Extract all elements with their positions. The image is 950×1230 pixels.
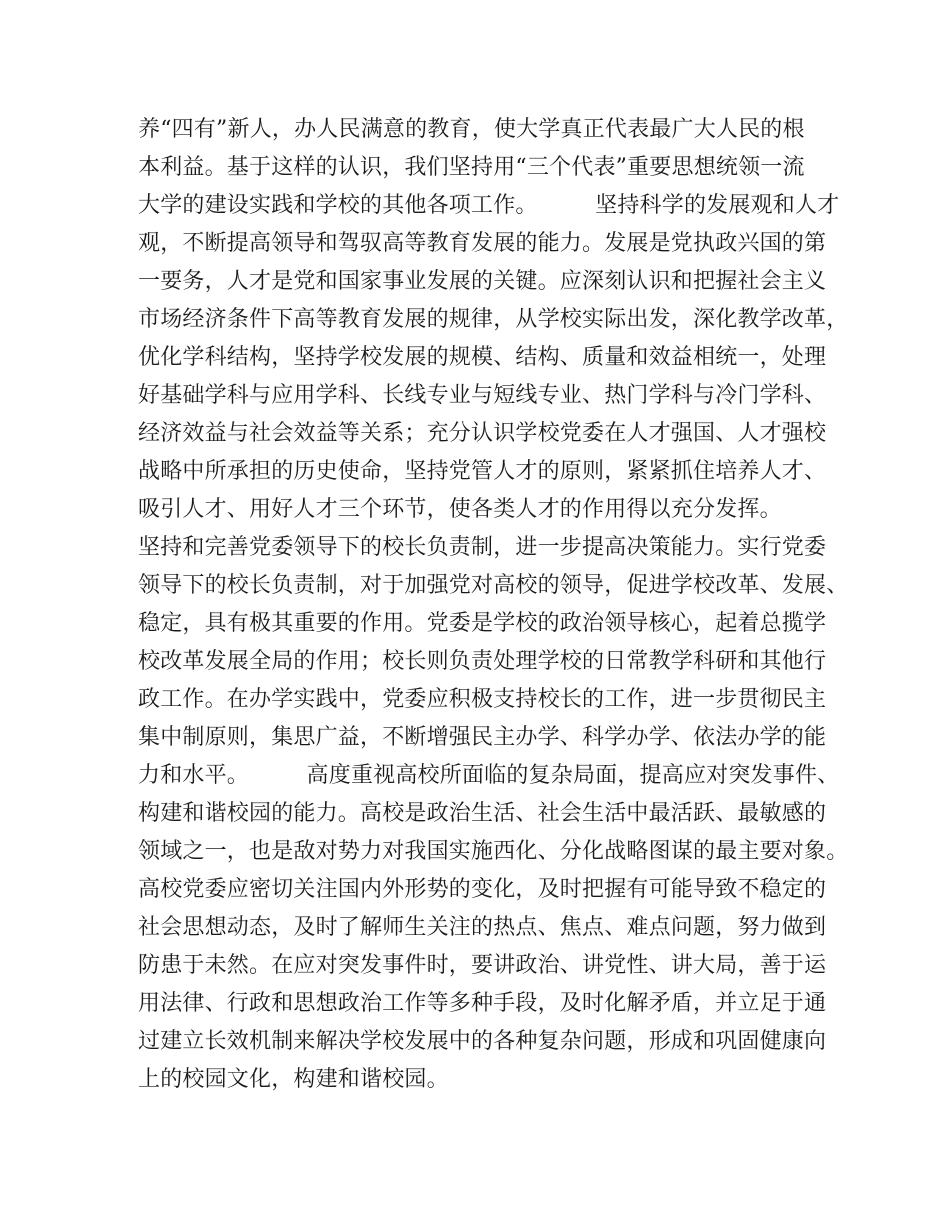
text-line: 坚持和完善党委领导下的校长负责制，进一步提高决策能力。实行党委 [138,535,827,560]
text-line: 经济效益与社会效益等关系；充分认识学校党委在人才强国、人才强校 [138,421,827,446]
text-line: 观，不断提高领导和驾驭高等教育发展的能力。发展是党执政兴国的第 [138,231,827,256]
text-line: 市场经济条件下高等教育发展的规律，从学校实际出发，深化教学改革， [138,307,849,332]
text-line: 战略中所承担的历史使命，坚持党管人才的原则，紧紧抓住培养人才、 [138,459,827,484]
text-line: 大学的建设实践和学校的其他各项工作。 坚持科学的发展观和人才 [138,193,840,218]
text-line: 政工作。在办学实践中，党委应积极支持校长的工作，进一步贯彻民主 [138,687,827,712]
text-line: 养“四有”新人，办人民满意的教育，使大学真正代表最广大人民的根 [138,117,805,142]
text-line: 社会思想动态，及时了解师生关注的热点、焦点、难点问题，努力做到 [138,915,827,940]
text-line: 构建和谐校园的能力。高校是政治生活、社会生活中最活跃、最敏感的 [138,801,827,826]
text-line: 一要务，人才是党和国家事业发展的关键。应深刻认识和把握社会主义 [138,269,827,294]
text-line: 集中制原则，集思广益，不断增强民主办学、科学办学、依法办学的能 [138,725,827,750]
text-line: 上的校园文化，构建和谐校园。 [138,1067,449,1092]
text-line: 高校党委应密切关注国内外形势的变化，及时把握有可能导致不稳定的 [138,877,827,902]
body-text [138,111,849,1099]
text-line: 防患于未然。在应对突发事件时，要讲政治、讲党性、讲大局，善于运 [138,953,827,978]
text-line: 领域之一，也是敌对势力对我国实施西化、分化战略图谋的最主要对象。 [138,839,849,864]
text-line: 优化学科结构，坚持学校发展的规模、结构、质量和效益相统一，处理 [138,345,827,370]
text-line: 本利益。基于这样的认识，我们坚持用“三个代表”重要思想统领一流 [138,155,805,180]
text-line: 用法律、行政和思想政治工作等多种手段，及时化解矛盾，并立足于通 [138,991,827,1016]
text-line: 力和水平。 高度重视高校所面临的复杂局面，提高应对突发事件、 [138,763,840,788]
text-line: 校改革发展全局的作用；校长则负责处理学校的日常教学科研和其他行 [138,649,827,674]
text-line: 过建立长效机制来解决学校发展中的各种复杂问题，形成和巩固健康向 [138,1029,827,1054]
text-line: 稳定，具有极其重要的作用。党委是学校的政治领导核心，起着总揽学 [138,611,827,636]
text-line: 吸引人才、用好人才三个环节，使各类人才的作用得以充分发挥。 [138,497,782,522]
text-line: 好基础学科与应用学科、长线专业与短线专业、热门学科与冷门学科、 [138,383,827,408]
text-line: 领导下的校长负责制，对于加强党对高校的领导，促进学校改革、发展、 [138,573,849,598]
